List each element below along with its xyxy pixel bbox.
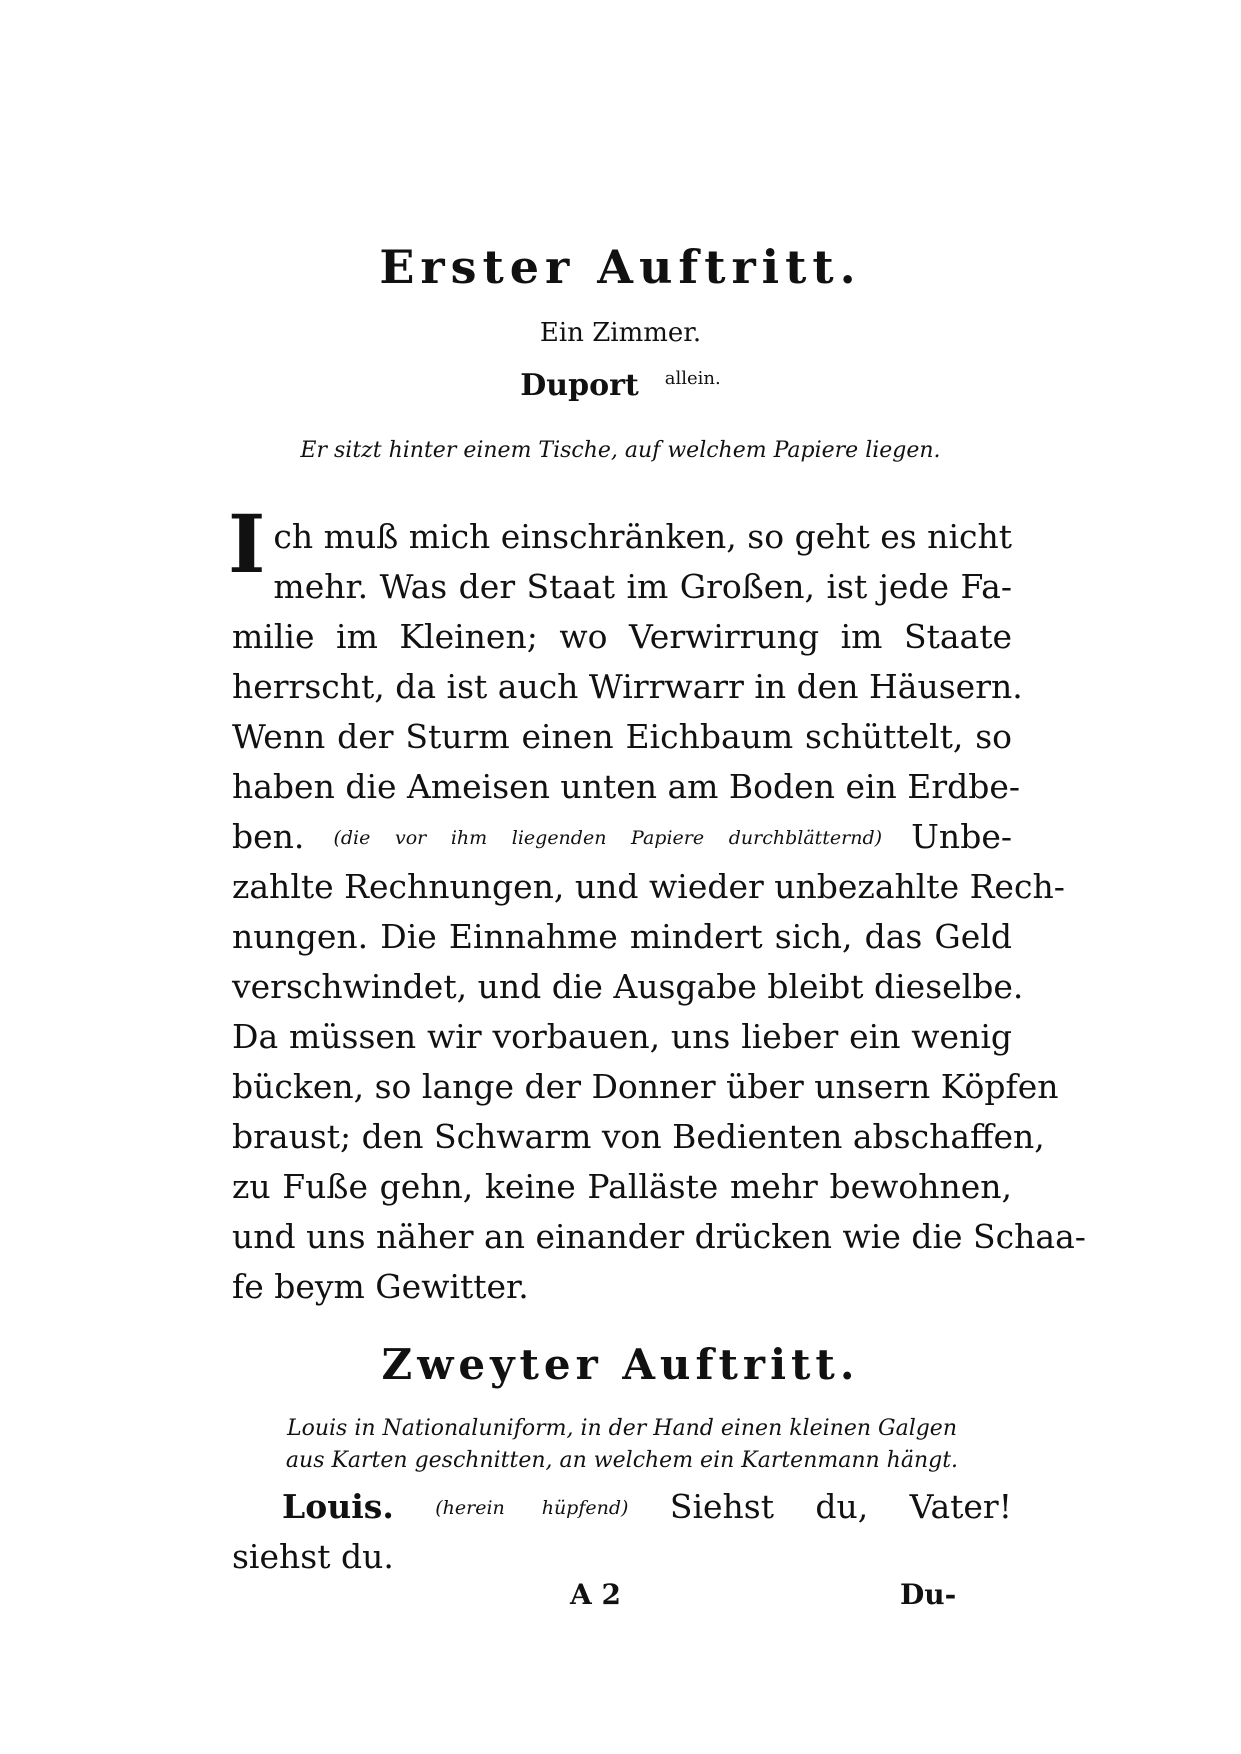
text-line: und uns näher an einander drücken wie die Schaa- <box>232 1217 1086 1256</box>
stage-direction: aus Karten geschnitten, an welchem ein Kartenmann hängt. <box>285 1448 959 1473</box>
text-line: braust; den Schwarm von Bedienten abschaffen, <box>232 1117 1045 1156</box>
signature-mark: A 2 <box>570 1578 621 1611</box>
text-line: Da müssen wir vorbauen, uns lieber ein wenig <box>232 1017 1012 1056</box>
text-line: zahlte Rechnungen, und wieder unbezahlte Rech- <box>232 867 1065 906</box>
text-line: bücken, so lange der Donner über unsern Köpfen <box>232 1067 1059 1106</box>
text-line: fe beym Gewitter. <box>232 1267 529 1306</box>
text-line: herrscht, da ist auch Wirrwarr in den Häusern. <box>232 667 1023 706</box>
scene-heading: Zweyter Auftritt. <box>381 1340 860 1389</box>
drop-cap: I <box>228 497 266 591</box>
text-line: verschwindet, und die Ausgabe bleibt dieselbe. <box>232 967 1024 1006</box>
text-line: zu Fuße gehn, keine Palläste mehr bewohnen, <box>232 1167 1012 1206</box>
character-note: allein. <box>664 368 721 389</box>
speaker-name: Louis. <box>282 1487 394 1526</box>
text-line: siehst du. <box>232 1537 394 1576</box>
character-name: Duport <box>520 368 639 403</box>
scene-heading: Erster Auftritt. <box>379 240 862 294</box>
text-line: mehr. Was der Staat im Großen, ist jede Fa- <box>273 567 1012 606</box>
text-line: haben die Ameisen unten am Boden ein Erdbe- <box>232 767 1021 806</box>
catchword: Du- <box>900 1578 957 1611</box>
text-line: Wenn der Sturm einen Eichbaum schüttelt, so <box>232 717 1012 756</box>
character-line <box>0 368 1241 403</box>
inline-stage-direction: (herein hüpfend) <box>435 1497 629 1519</box>
monologue <box>228 497 1086 1312</box>
stage-direction: Louis in Nationaluniform, in der Hand einen kleinen Galgen <box>286 1416 957 1441</box>
text-line: ben. (die vor ihm liegenden Papiere durchblätternd) Unbe- <box>232 817 1012 856</box>
scene-setting: Ein Zimmer. <box>539 318 702 348</box>
text-line: milie im Kleinen; wo Verwirrung im Staate <box>232 617 1012 656</box>
dialogue <box>232 1482 1012 1582</box>
text-line: Ich muß mich einschränken, so geht es nicht <box>228 497 1012 591</box>
text-line: Louis. (herein hüpfend) Siehst du, Vater! <box>282 1487 1012 1526</box>
inline-stage-direction: (die vor ihm liegenden Papiere durchblätternd) <box>333 827 883 849</box>
stage-direction: Er sitzt hinter einem Tische, auf welchem Papiere liegen. <box>300 438 941 463</box>
text-line: nungen. Die Einnahme mindert sich, das Geld <box>232 917 1012 956</box>
